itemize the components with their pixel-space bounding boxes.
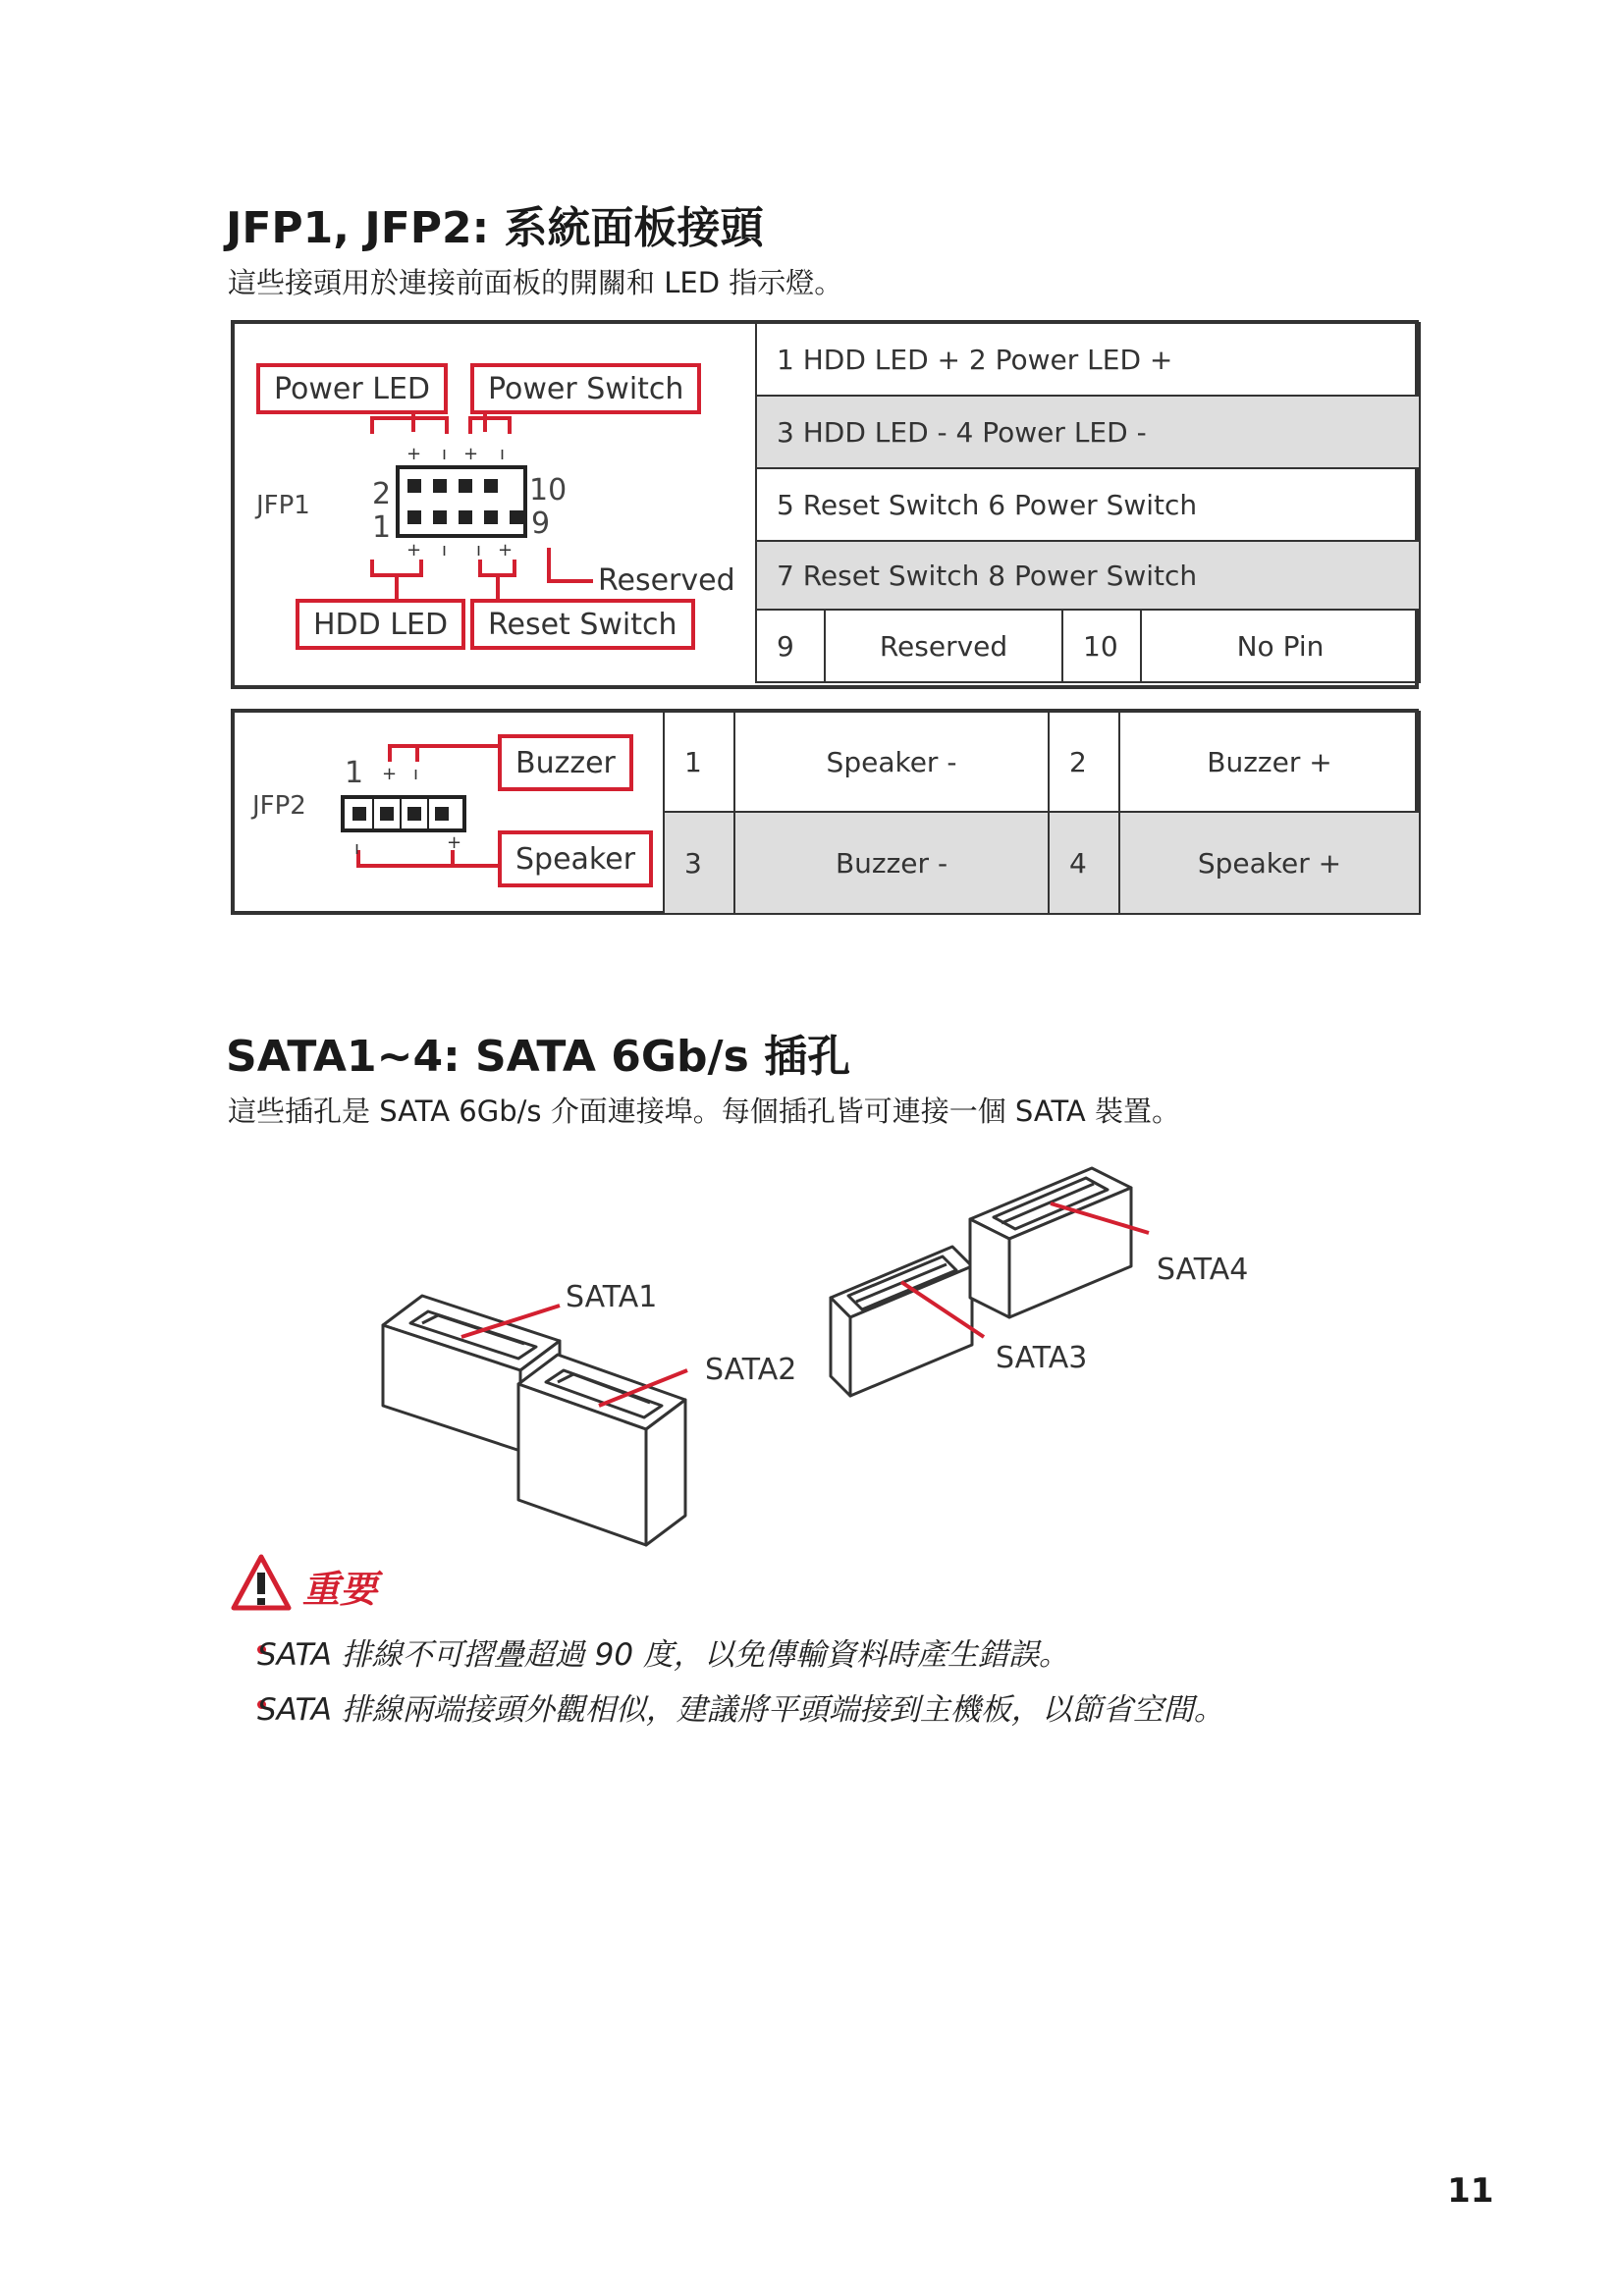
jfp1-diagram <box>235 324 755 685</box>
jfp2-pin-4-cell: 4 <box>1049 812 1119 914</box>
jfp2-buzzer-minus-cell: Buzzer - <box>734 812 1049 914</box>
svg-text:+: + <box>382 764 398 784</box>
important-item-1: SATA 排線不可摺疊超過 90 度，以免傳輸資料時產生錯誤。 <box>257 1637 1069 1673</box>
jfp1-row-3-text: 5 Reset Switch 6 Power Switch <box>756 468 1420 541</box>
important-item-2: SATA 排線兩端接頭外觀相似，建議將平頭端接到主機板，以節省空間。 <box>257 1692 1224 1728</box>
jfp2-pin-1-cell: 1 <box>664 712 734 812</box>
jfp1-pin-9-cell: 9 <box>756 610 825 682</box>
buzzer-callout: Buzzer <box>498 734 633 791</box>
svg-text:ı: ı <box>500 444 506 464</box>
jfp2-pin-2-cell: 2 <box>1049 712 1119 812</box>
jfp1-frame <box>231 320 1419 689</box>
sata-section-title: SATA1~4: SATA 6Gb/s 插孔 <box>226 1032 851 1082</box>
power-led-callout: Power LED <box>256 363 448 414</box>
svg-text:ı: ı <box>354 838 360 859</box>
jfp1-plus-mark: + <box>406 444 422 464</box>
svg-text:+: + <box>447 832 462 853</box>
sata2-label: SATA2 <box>705 1353 797 1387</box>
svg-text:ı: ı <box>442 444 448 464</box>
jfp1-row-5 <box>756 610 1420 682</box>
sata3-port <box>831 1247 972 1396</box>
reset-switch-callout: Reset Switch <box>470 599 695 650</box>
speaker-callout: Speaker <box>498 830 653 887</box>
jfp1-row-2 <box>756 396 1420 468</box>
sata1-label: SATA1 <box>566 1280 658 1314</box>
jfp1-pin-table <box>755 322 1421 683</box>
jfp1-row-1-text: 1 HDD LED + 2 Power LED + <box>756 323 1420 396</box>
jfp2-row-2 <box>664 812 1420 914</box>
jfp2-buzzer-plus-cell: Buzzer + <box>1119 712 1420 812</box>
jfp2-diagram <box>235 713 663 911</box>
sata-ports-illustration <box>363 1148 1286 1561</box>
jfp1-connector-label: JFP1 <box>256 491 310 520</box>
jfp1-reserved-cell: Reserved <box>825 610 1062 682</box>
page-number: 11 <box>1447 2171 1494 2211</box>
sata-section-subtitle: 這些插孔是 SATA 6Gb/s 介面連接埠。每個插孔皆可連接一個 SATA 裝置。 <box>228 1095 1180 1128</box>
jfp-section-title: JFP1, JFP2: 系統面板接頭 <box>226 203 764 253</box>
svg-text:+: + <box>406 540 422 561</box>
jfp2-pin-1-label: 1 <box>345 756 364 790</box>
jfp2-pin-3-cell: 3 <box>664 812 734 914</box>
reserved-callout: Reserved <box>598 563 735 598</box>
jfp1-row-4-text: 7 Reset Switch 8 Power Switch <box>756 541 1420 610</box>
jfp2-row-1 <box>664 712 1420 812</box>
power-switch-callout: Power Switch <box>470 363 701 414</box>
jfp2-pin-table <box>663 711 1421 915</box>
sata4-port <box>970 1168 1131 1317</box>
jfp1-row-4 <box>756 541 1420 610</box>
jfp2-frame <box>231 709 1419 915</box>
svg-text:+: + <box>498 540 514 561</box>
svg-text:ı: ı <box>442 540 448 561</box>
jfp2-speaker-plus-cell: Speaker + <box>1119 812 1420 914</box>
jfp1-row-3 <box>756 468 1420 541</box>
jfp1-pin-9-label: 9 <box>531 507 551 541</box>
svg-text:ı: ı <box>476 540 482 561</box>
svg-text:+: + <box>463 444 479 464</box>
sata3-label: SATA3 <box>996 1341 1088 1375</box>
svg-text:ı: ı <box>413 764 419 784</box>
important-title: 重要 <box>302 1568 378 1611</box>
jfp1-no-pin-cell: No Pin <box>1141 610 1420 682</box>
jfp1-row-2-text: 3 HDD LED - 4 Power LED - <box>756 396 1420 468</box>
jfp2-connector-label: JFP2 <box>252 791 306 821</box>
sata4-label: SATA4 <box>1157 1253 1249 1287</box>
jfp1-pin-1-label: 1 <box>372 510 392 545</box>
jfp2-speaker-minus-cell: Speaker - <box>734 712 1049 812</box>
jfp1-pin-10-cell: 10 <box>1062 610 1141 682</box>
jfp1-pin-2-label: 2 <box>372 477 392 511</box>
hdd-led-callout: HDD LED <box>296 599 465 650</box>
jfp1-row-1 <box>756 323 1420 396</box>
jfp1-pin-10-label: 10 <box>529 473 568 507</box>
jfp-section-subtitle: 這些接頭用於連接前面板的開關和 LED 指示燈。 <box>228 266 843 299</box>
warning-icon <box>230 1553 293 1612</box>
